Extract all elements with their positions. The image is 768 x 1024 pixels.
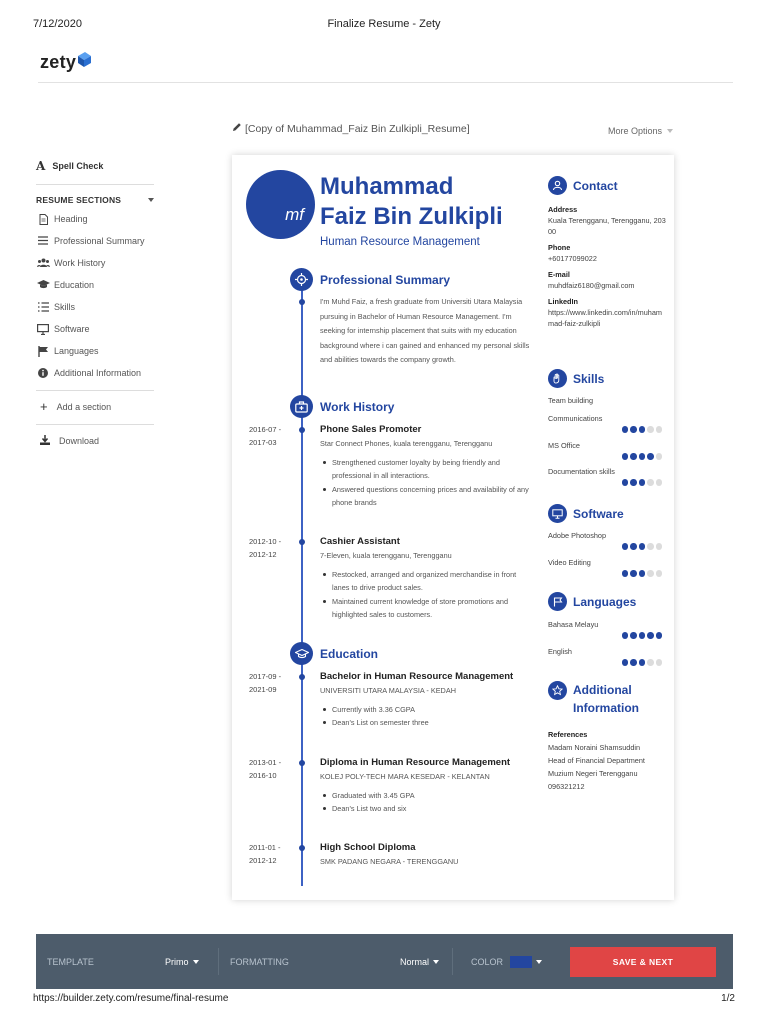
plus-icon: +	[40, 399, 48, 415]
section-title-work-history: Work History	[320, 400, 395, 414]
software-rating	[548, 543, 666, 550]
chevron-down-icon	[667, 129, 673, 133]
timeline-dot	[299, 299, 305, 305]
toolbar-divider	[452, 948, 453, 975]
rating-dot	[630, 659, 637, 666]
rating-dot	[630, 479, 637, 486]
resume-title: [Copy of Muhammad_Faiz Bin Zulkipli_Resume]	[245, 122, 470, 135]
sidebar-item-languages[interactable]	[36, 345, 154, 358]
rating-dot	[630, 426, 637, 433]
save-and-next-button[interactable]: SAVE & NEXT	[570, 947, 716, 977]
rating-dot	[656, 659, 663, 666]
date-start: 2016-07 -	[249, 425, 282, 434]
skill-name: Communications	[548, 414, 603, 423]
work-dates	[249, 423, 289, 449]
color-picker[interactable]	[510, 934, 542, 989]
print-title: Finalize Resume - Zety	[327, 18, 441, 30]
education-entry	[320, 756, 530, 816]
reference-line: Muzium Negeri Terengganu	[548, 769, 638, 778]
software-title: Software	[573, 506, 624, 521]
document-icon	[36, 213, 50, 225]
address-label: Address	[548, 205, 578, 214]
sidebar-item-skills[interactable]	[36, 301, 154, 314]
spell-check-button[interactable]	[36, 158, 154, 174]
reference-line: Head of Financial Department	[548, 756, 645, 765]
address-value: Kuala Terengganu, Terengganu, 20300	[548, 216, 666, 236]
date-start: 2011-01 -	[249, 843, 281, 852]
degree-title: Bachelor in Human Resource Management	[320, 671, 514, 682]
skills-heading	[548, 369, 604, 388]
date-end: 2017-03	[249, 438, 277, 447]
rating-dot	[647, 426, 654, 433]
work-title: Cashier Assistant	[320, 536, 400, 547]
work-entry	[320, 535, 530, 622]
language-rating	[548, 632, 666, 639]
formatting-select[interactable]	[400, 934, 439, 989]
phone-value: +60177099022	[548, 254, 597, 263]
additional-info-heading	[548, 681, 639, 717]
download-label: Download	[59, 436, 100, 447]
header-divider	[38, 82, 733, 83]
info-icon	[36, 367, 50, 378]
rating-dot	[639, 632, 646, 639]
list-icon	[36, 235, 50, 245]
software-row	[548, 558, 666, 577]
software-name: Adobe Photoshop	[548, 531, 607, 540]
zety-logo[interactable]	[40, 52, 91, 73]
rating-dot	[639, 426, 646, 433]
work-bullets	[320, 568, 530, 622]
rating-dot	[647, 543, 654, 550]
sidebar-item-label: Languages	[54, 346, 99, 357]
sidebar-divider	[36, 424, 154, 425]
sidebar-divider	[36, 390, 154, 391]
education-dates	[249, 670, 289, 696]
skill-rating	[548, 453, 666, 460]
chevron-down-icon	[536, 960, 542, 964]
school-name: SMK PADANG NEGARA - TERENGGANU	[320, 857, 459, 866]
skills-title: Skills	[573, 371, 605, 386]
sidebar-item-work-history[interactable]	[36, 257, 154, 270]
rating-dot	[656, 453, 663, 460]
rating-dot	[622, 570, 629, 577]
skill-name: Documentation skills	[548, 467, 615, 476]
list-item: Currently with 3.36 CGPA	[320, 703, 530, 717]
skill-row	[548, 414, 666, 433]
degree-title: Diploma in Human Resource Management	[320, 757, 511, 768]
star-icon	[548, 681, 567, 700]
rating-dot	[639, 453, 646, 460]
language-name: English	[548, 647, 572, 656]
chevron-down-icon	[193, 960, 199, 964]
logo-text: zety	[40, 52, 77, 72]
rating-dot	[622, 479, 629, 486]
print-page-number: 1/2	[721, 993, 735, 1004]
work-bullets	[320, 456, 530, 510]
rating-dot	[639, 479, 646, 486]
linkedin-value: https://www.linkedin.com/in/muhammad-faiz-zulkipli	[548, 308, 662, 328]
date-end: 2012-12	[249, 550, 277, 559]
flag-icon	[36, 345, 50, 357]
bulleted-list-icon	[36, 301, 50, 312]
people-icon	[36, 257, 50, 267]
additional-title	[573, 681, 639, 717]
list-item: Restocked, arranged and organized merchandise in front lanes to drive product sales.	[320, 568, 530, 595]
more-options-dropdown[interactable]	[608, 126, 673, 136]
rating-dot	[639, 659, 646, 666]
skill-row	[548, 467, 666, 486]
download-button[interactable]	[40, 435, 154, 447]
rating-dot	[647, 570, 654, 577]
list-item: Dean's List two and six	[320, 802, 530, 816]
degree-title: High School Diploma	[320, 842, 416, 853]
skills-intro: Team building	[548, 396, 594, 405]
crosshair-icon	[290, 268, 313, 291]
timeline-dot	[299, 845, 305, 851]
template-select[interactable]	[165, 934, 199, 989]
sidebar-item-heading[interactable]	[36, 213, 154, 226]
resume-preview[interactable]	[232, 155, 674, 900]
toolbar-divider	[218, 948, 219, 975]
rating-dot	[656, 570, 663, 577]
skill-rating	[548, 426, 666, 433]
section-title-education: Education	[320, 647, 379, 661]
rating-dot	[630, 570, 637, 577]
resume-title-editor[interactable]	[232, 122, 470, 135]
additional-title-line-2: Information	[573, 701, 639, 715]
color-label: COLOR	[471, 956, 504, 967]
education-entry	[320, 670, 530, 730]
sidebar-item-label: Professional Summary	[54, 236, 145, 247]
sidebar-item-professional-summary[interactable]	[36, 235, 154, 248]
email-value: muhdfaiz6180@gmail.com	[548, 281, 635, 290]
color-swatch	[510, 956, 532, 968]
rating-dot	[647, 453, 654, 460]
software-row	[548, 531, 666, 550]
phone-label: Phone	[548, 243, 571, 252]
pencil-icon	[232, 122, 242, 135]
hand-icon	[548, 369, 567, 388]
education-bullets	[320, 703, 530, 730]
resume-sections-toggle[interactable]	[36, 195, 154, 205]
sidebar-item-software[interactable]	[36, 323, 154, 336]
briefcase-icon	[290, 395, 313, 418]
formatting-value: Normal	[400, 956, 430, 967]
contact-details	[548, 204, 668, 334]
timeline-dot	[299, 539, 305, 545]
sidebar-item-label: Additional Information	[54, 368, 142, 379]
rating-dot	[639, 543, 646, 550]
sidebar-divider	[36, 184, 154, 185]
add-section-label: Add a section	[56, 402, 112, 413]
reference-line: 096321212	[548, 782, 585, 791]
work-dates	[249, 535, 289, 561]
graduation-cap-icon	[36, 279, 50, 289]
monogram-text: mf	[285, 205, 304, 224]
education-entry	[320, 841, 530, 869]
sidebar-item-label: Heading	[54, 214, 88, 224]
rating-dot	[622, 659, 629, 666]
sidebar-item-label: Skills	[54, 302, 76, 313]
monitor-icon	[548, 504, 567, 523]
rating-dot	[656, 426, 663, 433]
contact-title: Contact	[573, 178, 618, 193]
date-start: 2017-09 -	[249, 672, 282, 681]
resume-sections-label: RESUME SECTIONS	[36, 195, 122, 205]
languages-title: Languages	[573, 594, 637, 609]
school-name: UNIVERSITI UTARA MALAYSIA - KEDAH	[320, 686, 456, 695]
sidebar-item-label: Work History	[54, 258, 106, 269]
spell-check-label: Spell Check	[52, 161, 104, 171]
date-end: 2016-10	[249, 771, 277, 780]
education-dates	[249, 756, 289, 782]
timeline-line	[301, 283, 303, 886]
person-icon	[548, 176, 567, 195]
software-name: Video Editing	[548, 558, 591, 567]
additional-title-line-1: Additional	[573, 683, 632, 697]
chevron-down-icon	[433, 960, 439, 964]
logo-mark-icon	[78, 52, 91, 68]
rating-dot	[622, 543, 629, 550]
template-label: TEMPLATE	[47, 956, 94, 967]
timeline-dot	[299, 674, 305, 680]
language-name: Bahasa Melayu	[548, 620, 599, 629]
rating-dot	[647, 659, 654, 666]
bottom-toolbar	[36, 934, 733, 989]
rating-dot	[622, 453, 629, 460]
sidebar-item-additional-information[interactable]	[36, 367, 154, 380]
list-item: Maintained current knowledge of store promotions and highlighted sales to customers.	[320, 595, 530, 622]
work-title: Phone Sales Promoter	[320, 424, 422, 435]
job-title: Human Resource Management	[320, 236, 480, 248]
flag-icon	[548, 592, 567, 611]
template-value: Primo	[165, 956, 189, 967]
contact-heading	[548, 176, 618, 195]
software-heading	[548, 504, 624, 523]
summary-text: I'm Muhd Faiz, a fresh graduate from Universiti Utara Malaysia pursuing in Bachelor of Human Resource Management. I'm seeking for internship placement that suits with my education background where i can gained and enhanced my personal skills and abilities towards the company growth.	[320, 297, 530, 364]
more-options-label: More Options	[608, 126, 663, 136]
formatting-label: FORMATTING	[230, 956, 289, 967]
sidebar-item-education[interactable]	[36, 279, 154, 292]
rating-dot	[647, 479, 654, 486]
sidebar	[36, 158, 154, 447]
rating-dot	[630, 632, 637, 639]
rating-dot	[656, 543, 663, 550]
rating-dot	[656, 632, 663, 639]
rating-dot	[630, 453, 637, 460]
sections-list	[36, 213, 154, 380]
name-line-1: Muhammad	[320, 173, 454, 200]
monogram-avatar	[246, 170, 315, 239]
rating-dot	[622, 632, 629, 639]
date-end: 2021-09	[249, 685, 277, 694]
rating-dot	[647, 632, 654, 639]
chevron-down-icon	[148, 198, 154, 202]
skill-rating	[548, 479, 666, 486]
rating-dot	[630, 543, 637, 550]
candidate-name	[320, 172, 503, 232]
section-title-professional-summary: Professional Summary	[320, 273, 451, 287]
graduation-cap-icon	[290, 642, 313, 665]
download-icon	[40, 435, 50, 447]
skill-row	[548, 441, 666, 460]
rating-dot	[639, 570, 646, 577]
language-rating	[548, 659, 666, 666]
rating-dot	[622, 426, 629, 433]
reference-line: Madam Noraini Shamsuddin	[548, 743, 641, 752]
rating-dot	[656, 479, 663, 486]
education-dates	[249, 841, 289, 867]
language-row	[548, 620, 666, 639]
work-entry	[320, 423, 530, 510]
work-company: 7-Eleven, kuala terengganu, Terengganu	[320, 551, 452, 560]
skill-name: MS Office	[548, 441, 580, 450]
spell-check-icon: A	[36, 159, 46, 173]
list-item: Strengthened customer loyalty by being friendly and professional in all interactions.	[320, 456, 530, 483]
software-rating	[548, 570, 666, 577]
linkedin-label: LinkedIn	[548, 297, 578, 306]
date-start: 2013-01 -	[249, 758, 282, 767]
references	[548, 728, 668, 793]
school-name: KOLEJ POLY-TECH MARA KESEDAR - KELANTAN	[320, 772, 490, 781]
print-url: https://builder.zety.com/resume/final-resume	[33, 993, 229, 1004]
print-date: 7/12/2020	[33, 18, 82, 30]
email-label: E-mail	[548, 270, 570, 279]
education-bullets	[320, 789, 530, 816]
add-section-button[interactable]	[40, 399, 154, 415]
list-item: Graduated with 3.45 GPA	[320, 789, 530, 803]
list-item: Dean's List on semester three	[320, 716, 530, 730]
languages-heading	[548, 592, 636, 611]
list-item: Answered questions concerning prices and availability of any phone brands	[320, 483, 530, 510]
monitor-icon	[36, 323, 50, 335]
language-row	[548, 647, 666, 666]
timeline-dot	[299, 427, 305, 433]
date-start: 2012-10 -	[249, 537, 282, 546]
sidebar-item-label: Education	[54, 280, 95, 291]
timeline-dot	[299, 760, 305, 766]
sidebar-item-label: Software	[54, 324, 90, 335]
references-label: References	[548, 730, 588, 739]
name-line-2: Faiz Bin Zulkipli	[320, 203, 503, 230]
work-company: Star Connect Phones, kuala terengganu, Terengganu	[320, 439, 493, 448]
date-end: 2012-12	[249, 856, 277, 865]
